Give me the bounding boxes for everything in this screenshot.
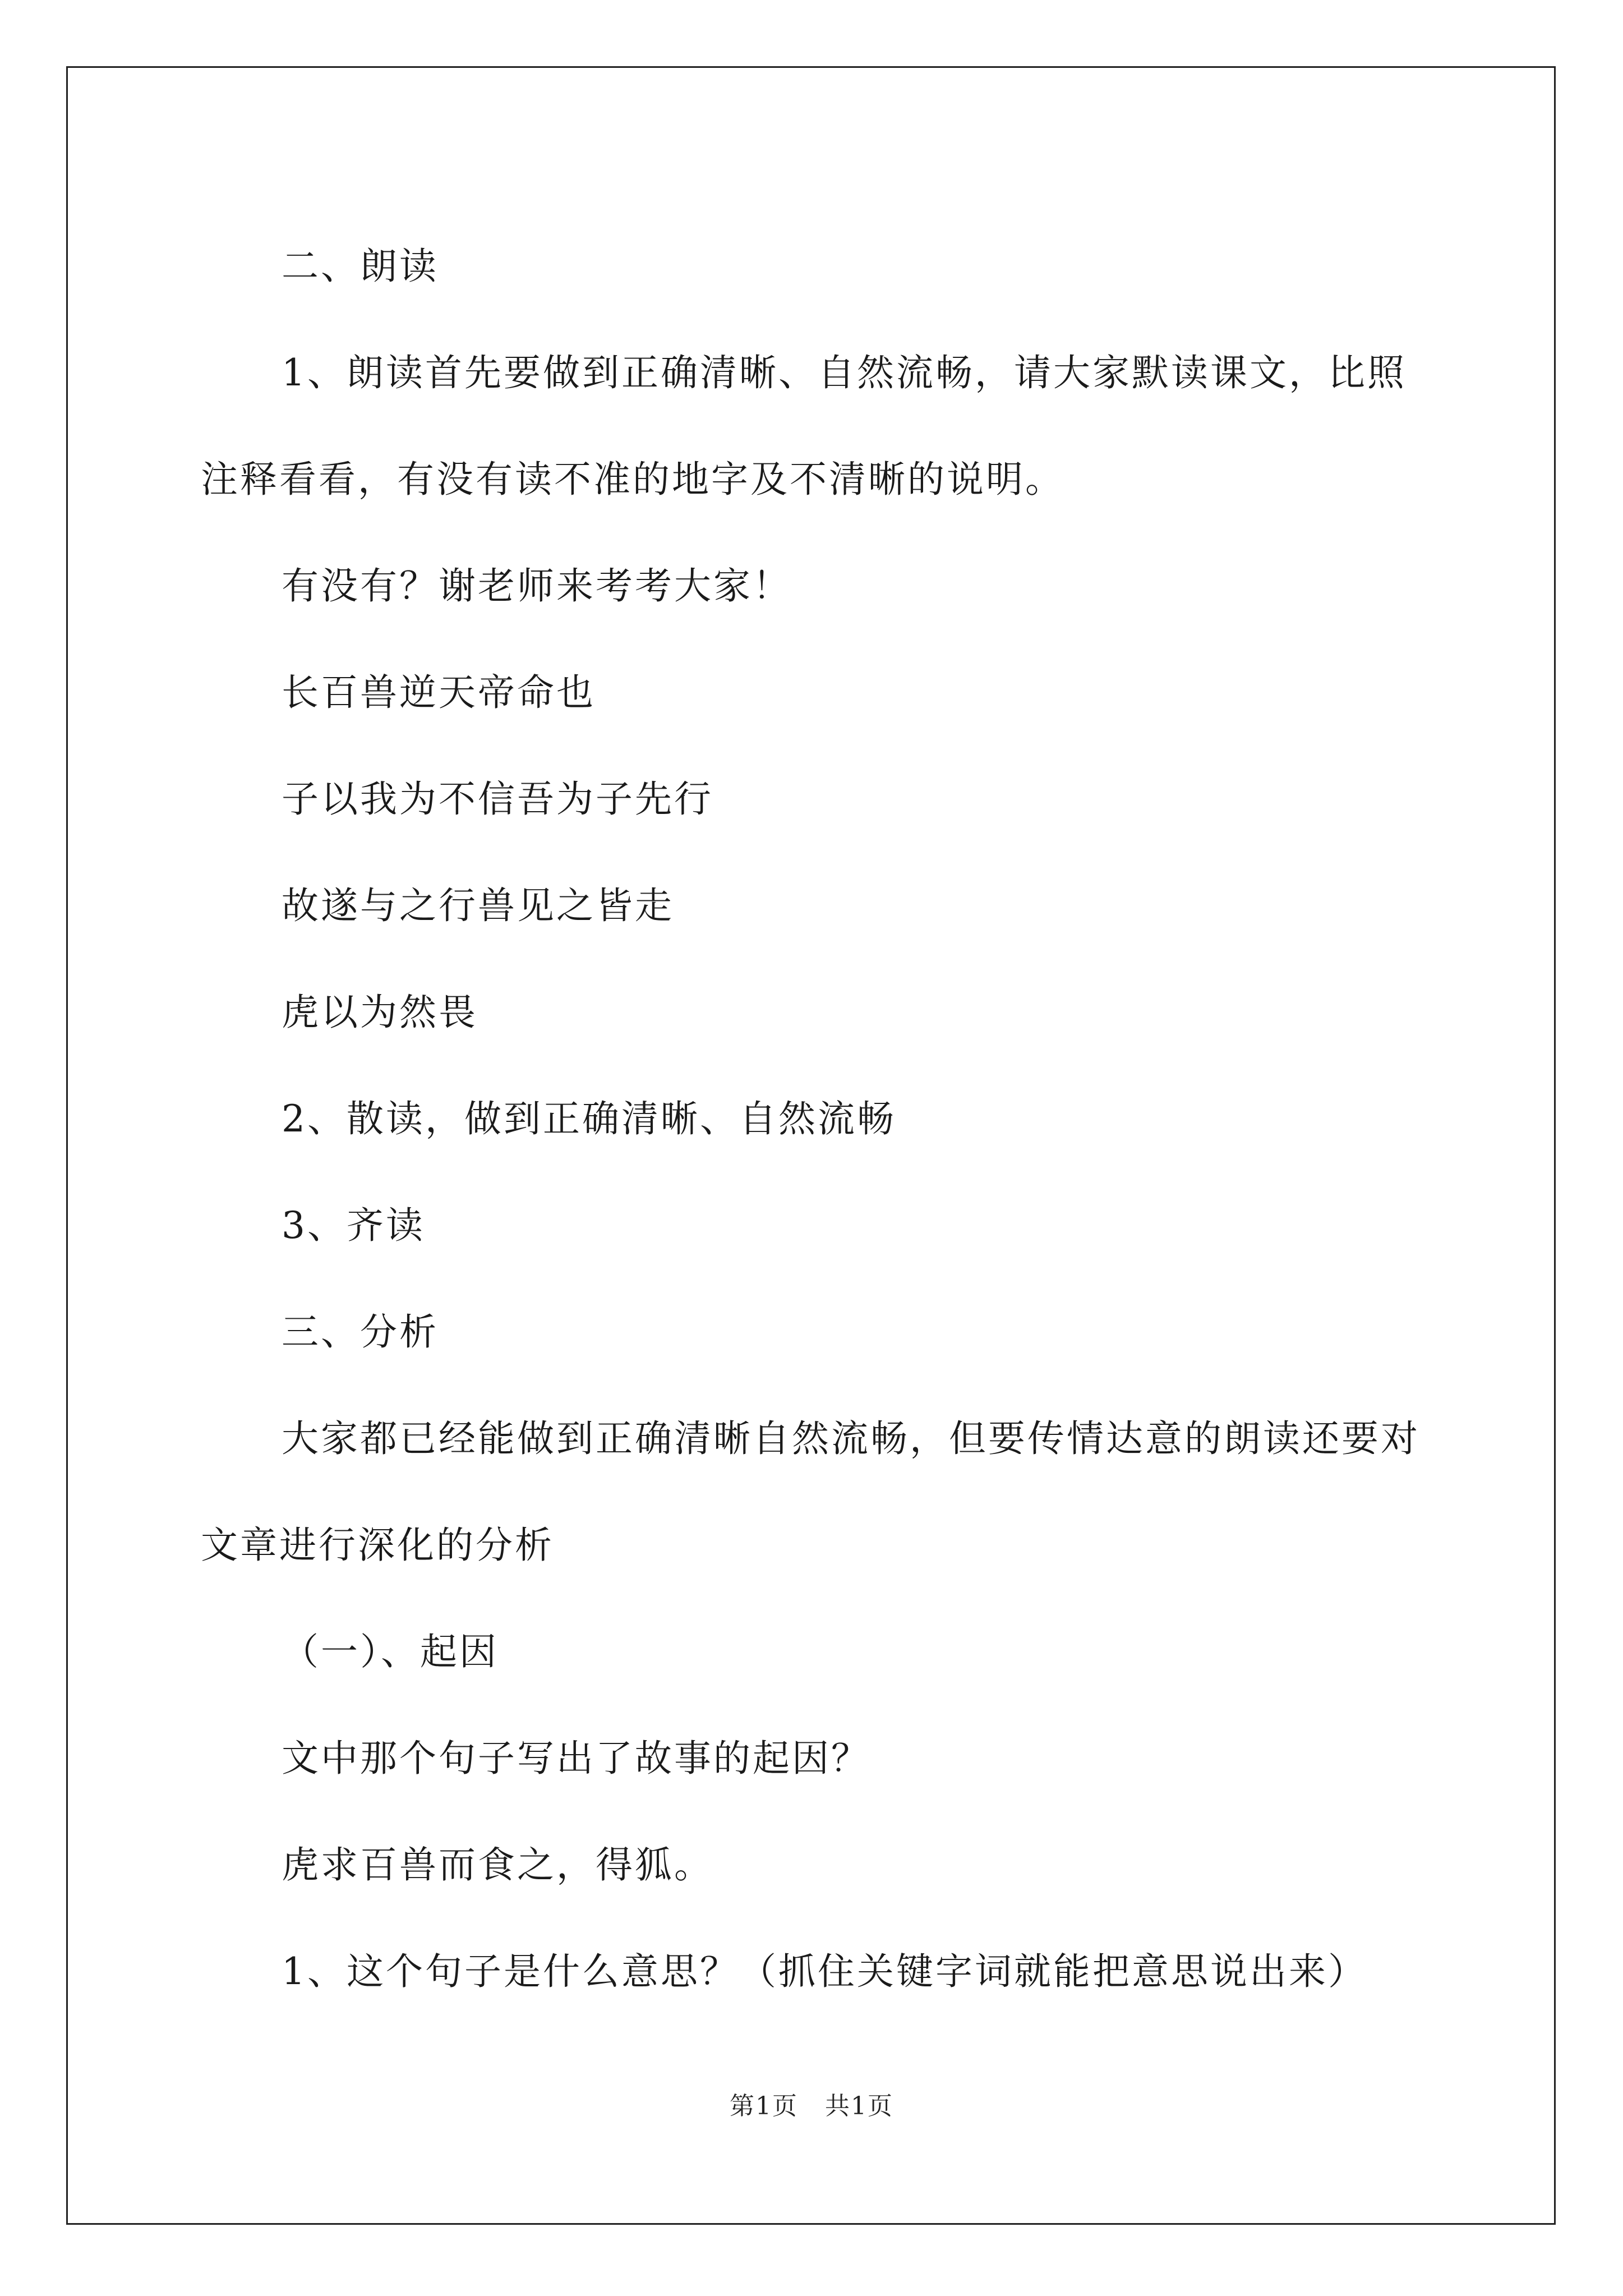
quote-line-3: 故遂与之行兽见之皆走 <box>282 884 674 927</box>
paragraph-cause-sentence: 虎求百兽而食之，得狐。 <box>282 1843 713 1887</box>
page-footer <box>0 2086 1623 2122</box>
paragraph-analysis-intro: 大家都已经能做到正确清晰自然流畅，但要传情达意的朗读还要对文章进行深化的分析 <box>201 1417 1420 1567</box>
paragraph-cause-question: 文中那个句子写出了故事的起因？ <box>282 1737 870 1780</box>
page-number-current: 第1页 <box>730 2092 798 2120</box>
quote-line-2: 子以我为不信吾为子先行 <box>282 777 713 821</box>
page-number-total: 共1页 <box>825 2092 893 2120</box>
paragraph-teacher-quiz: 有没有？谢老师来考考大家！ <box>282 564 792 608</box>
paragraph-free-reading: 2、散读，做到正确清晰、自然流畅 <box>282 1097 896 1140</box>
quote-line-4: 虎以为然畏 <box>282 991 478 1034</box>
heading-analysis: 三、分析 <box>282 1310 439 1354</box>
paragraph-reading-instruction: 1、朗读首先要做到正确清晰、自然流畅，请大家默读课文，比照注释看看，有没有读不准的地字及不清晰的说明。 <box>201 351 1407 501</box>
paragraph-meaning-question: 1、这个句子是什么意思？（抓住关键字词就能把意思说出来） <box>282 1950 1367 1993</box>
heading-reading: 二、朗读 <box>282 245 439 288</box>
subheading-cause: （一）、起因 <box>282 1630 499 1673</box>
quote-line-1: 长百兽逆天帝命也 <box>282 671 596 714</box>
document-body <box>201 213 1423 2025</box>
paragraph-group-reading: 3、齐读 <box>282 1204 425 1247</box>
